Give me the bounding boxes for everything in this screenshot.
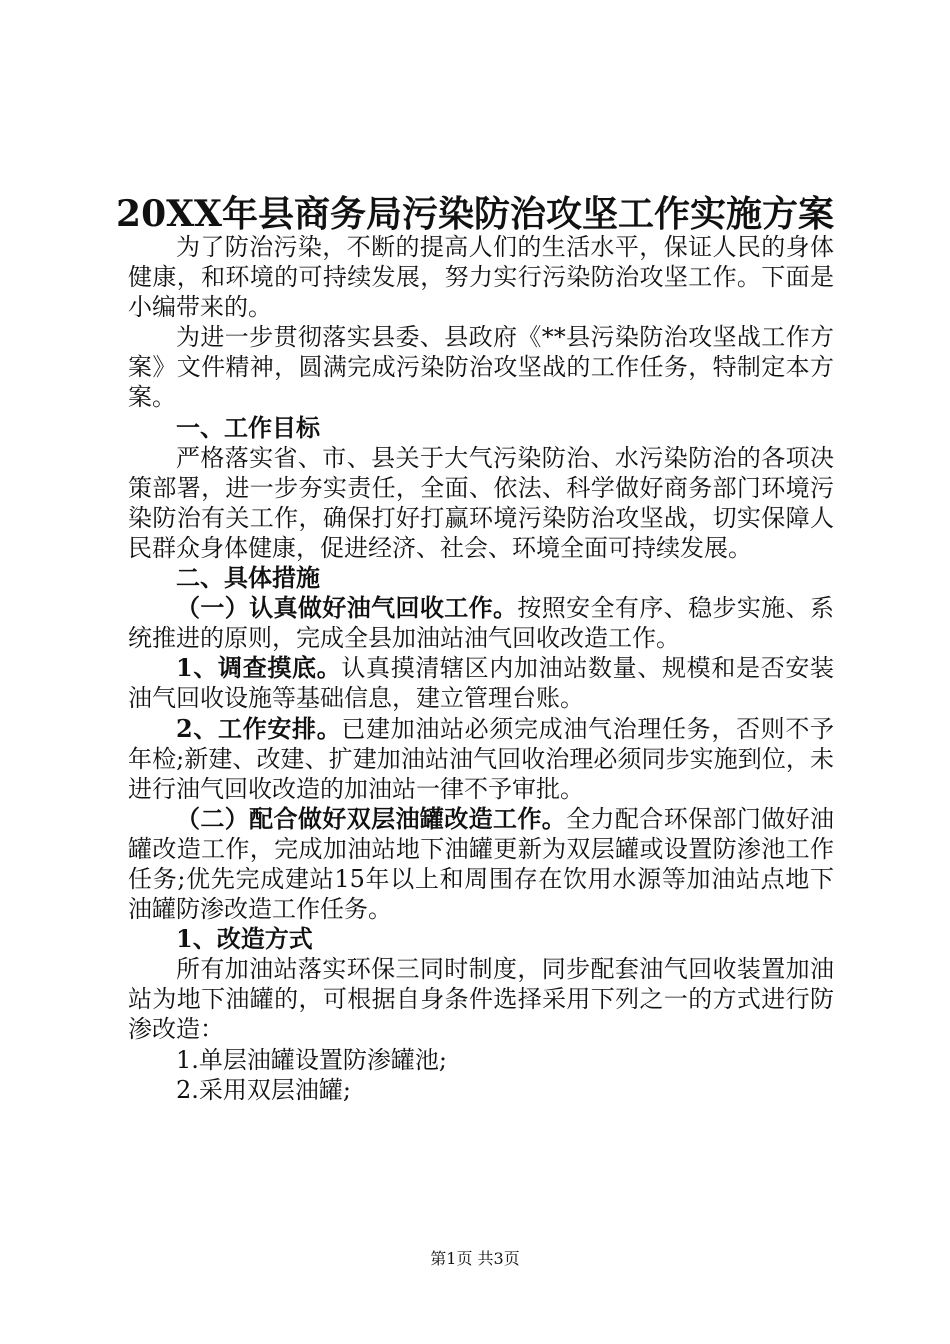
section-1-heading: 一、工作目标 [176,412,320,442]
item-1-lead: 1、调查摸底。 [176,653,342,683]
item-1-paragraph [128,653,834,713]
item-2-body: 已建加油站必须完成油气治理任务，否则不予年检;新建、改建、扩建加油站油气回收治理必须同步实施到位，未进行油气回收改造的加油站一律不予审批。 [128,714,834,803]
measure-1-paragraph [128,593,834,653]
option-2: 2.采用双层油罐; [176,1075,351,1104]
section-1-body: 严格落实省、市、县关于大气污染防治、水污染防治的各项决策部署，进一步夯实责任，全面、依法、科学做好商务部门环境污染防治有关工作，确保打好打赢环境污染防治攻坚战，切实保障人民群众身体健康，促进经济、社会、环境全面可持续发展。 [128,443,834,562]
measure-1-lead: （一）认真做好油气回收工作。 [176,593,518,623]
option-1: 1.单层油罐设置防渗罐池; [176,1045,447,1074]
sub-body: 所有加油站落实环保三同时制度，同步配套油气回收装置加油站为地下油罐的，可根据自身条件选择采用下列之一的方式进行防渗改造： [128,955,834,1044]
measure-2-lead: （二）配合做好双层油罐改造工作。 [176,803,567,833]
sub-heading: 1、改造方式 [176,924,313,954]
page-footer: 第1页 共3页 [430,1249,520,1268]
intro-paragraph-2: 为进一步贯彻落实县委、县政府《**县污染防治攻坚战工作方案》文件精神，圆满完成污染防治攻坚战的工作任务，特制定本方案。 [128,323,834,412]
item-1-body: 认真摸清辖区内加油站数量、规模和是否安装油气回收设施等基础信息，建立管理台账。 [128,654,834,713]
item-2-paragraph [128,714,834,804]
item-2-lead: 2、工作安排。 [176,713,342,743]
intro-paragraph-1: 为了防治污染，不断的提高人们的生活水平，保证人民的身体健康，和环境的可持续发展，努力实行污染防治攻坚工作。下面是小编带来的。 [128,233,834,322]
measure-2-paragraph [128,804,834,924]
document-body [128,232,834,1105]
measure-1-body: 按照安全有序、稳步实施、系统推进的原则，完成全县加油站油气回收改造工作。 [128,594,835,653]
measure-2-body: 全力配合环保部门做好油罐改造工作，完成加油站地下油罐更新为双层罐或设置防渗池工作任务;优先完成建站15年以上和周围存在饮用水源等加油站点地下油罐防渗改造工作任务。 [128,804,835,924]
section-2-heading: 二、具体措施 [176,563,320,593]
document-title: 20XX年县商务局污染防治攻坚工作实施方案 [116,193,834,235]
